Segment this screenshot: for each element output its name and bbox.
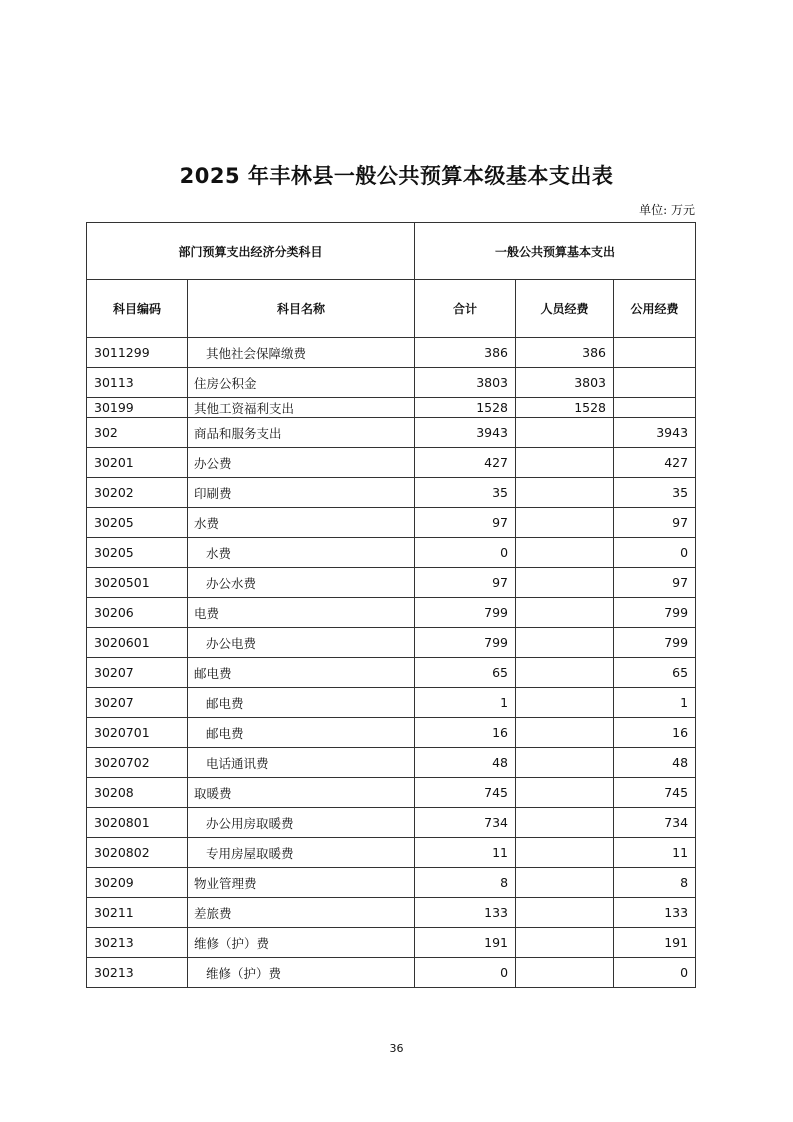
header-group-right: 一般公共预算基本支出 <box>415 223 696 280</box>
cell-public: 0 <box>614 958 696 988</box>
unit-label: 单位: 万元 <box>639 203 695 217</box>
cell-personnel <box>516 508 614 538</box>
cell-public: 8 <box>614 868 696 898</box>
cell-name: 物业管理费 <box>188 868 415 898</box>
table-row <box>87 838 696 868</box>
cell-code: 30213 <box>87 958 188 988</box>
table-row <box>87 418 696 448</box>
cell-name: 办公电费 <box>188 628 415 658</box>
cell-total: 799 <box>415 598 516 628</box>
cell-code: 30206 <box>87 598 188 628</box>
table-row <box>87 508 696 538</box>
cell-total: 799 <box>415 628 516 658</box>
table-row <box>87 628 696 658</box>
cell-personnel: 1528 <box>516 398 614 418</box>
header-public: 公用经费 <box>614 280 696 338</box>
cell-personnel <box>516 538 614 568</box>
table-row <box>87 898 696 928</box>
table-row <box>87 568 696 598</box>
cell-public: 427 <box>614 448 696 478</box>
header-group-row <box>87 223 696 280</box>
header-group-left: 部门预算支出经济分类科目 <box>87 223 415 280</box>
cell-public: 1 <box>614 688 696 718</box>
cell-name: 取暖费 <box>188 778 415 808</box>
cell-public: 48 <box>614 748 696 778</box>
cell-code: 302 <box>87 418 188 448</box>
cell-total: 65 <box>415 658 516 688</box>
table-row <box>87 958 696 988</box>
cell-total: 386 <box>415 338 516 368</box>
cell-name: 邮电费 <box>188 718 415 748</box>
cell-total: 1 <box>415 688 516 718</box>
cell-public: 35 <box>614 478 696 508</box>
cell-name: 差旅费 <box>188 898 415 928</box>
cell-code: 30199 <box>87 398 188 418</box>
cell-total: 133 <box>415 898 516 928</box>
page-title: 2025 年丰林县一般公共预算本级基本支出表 <box>179 164 614 188</box>
cell-code: 30207 <box>87 688 188 718</box>
cell-code: 30213 <box>87 928 188 958</box>
cell-code: 30208 <box>87 778 188 808</box>
header-personnel: 人员经费 <box>516 280 614 338</box>
table-row <box>87 478 696 508</box>
cell-name: 电费 <box>188 598 415 628</box>
table-row <box>87 598 696 628</box>
cell-name: 专用房屋取暖费 <box>188 838 415 868</box>
cell-code: 30205 <box>87 508 188 538</box>
cell-personnel <box>516 448 614 478</box>
cell-personnel: 386 <box>516 338 614 368</box>
cell-name: 邮电费 <box>188 688 415 718</box>
page-number: 36 <box>389 1042 404 1055</box>
cell-personnel <box>516 628 614 658</box>
cell-personnel <box>516 868 614 898</box>
cell-code: 30205 <box>87 538 188 568</box>
table-row <box>87 398 696 418</box>
cell-total: 97 <box>415 508 516 538</box>
cell-total: 16 <box>415 718 516 748</box>
cell-personnel <box>516 568 614 598</box>
cell-public: 734 <box>614 808 696 838</box>
cell-total: 11 <box>415 838 516 868</box>
cell-public: 745 <box>614 778 696 808</box>
cell-code: 30113 <box>87 368 188 398</box>
cell-public <box>614 338 696 368</box>
cell-public: 11 <box>614 838 696 868</box>
cell-total: 0 <box>415 538 516 568</box>
table-row <box>87 868 696 898</box>
cell-name: 商品和服务支出 <box>188 418 415 448</box>
table-row <box>87 688 696 718</box>
cell-name: 办公水费 <box>188 568 415 598</box>
cell-public: 65 <box>614 658 696 688</box>
cell-public <box>614 398 696 418</box>
cell-public: 133 <box>614 898 696 928</box>
cell-name: 邮电费 <box>188 658 415 688</box>
cell-total: 35 <box>415 478 516 508</box>
cell-code: 3020701 <box>87 718 188 748</box>
cell-code: 30209 <box>87 868 188 898</box>
table-row <box>87 368 696 398</box>
budget-table <box>86 222 696 988</box>
table-row <box>87 658 696 688</box>
cell-name: 电话通讯费 <box>188 748 415 778</box>
table-body <box>87 338 696 988</box>
cell-total: 3803 <box>415 368 516 398</box>
cell-name: 其他社会保障缴费 <box>188 338 415 368</box>
cell-total: 427 <box>415 448 516 478</box>
cell-name: 住房公积金 <box>188 368 415 398</box>
table-row <box>87 748 696 778</box>
cell-name: 其他工资福利支出 <box>188 398 415 418</box>
cell-public: 799 <box>614 598 696 628</box>
cell-personnel <box>516 748 614 778</box>
cell-code: 30201 <box>87 448 188 478</box>
cell-total: 8 <box>415 868 516 898</box>
header-code: 科目编码 <box>87 280 188 338</box>
table-row <box>87 928 696 958</box>
table-row <box>87 448 696 478</box>
cell-personnel <box>516 808 614 838</box>
cell-name: 水费 <box>188 538 415 568</box>
cell-code: 3020601 <box>87 628 188 658</box>
cell-code: 3020702 <box>87 748 188 778</box>
cell-personnel <box>516 478 614 508</box>
table-row <box>87 778 696 808</box>
cell-personnel <box>516 838 614 868</box>
cell-personnel <box>516 958 614 988</box>
table-row <box>87 338 696 368</box>
cell-personnel <box>516 718 614 748</box>
cell-code: 3020501 <box>87 568 188 598</box>
cell-total: 0 <box>415 958 516 988</box>
table-row <box>87 718 696 748</box>
cell-name: 维修（护）费 <box>188 928 415 958</box>
cell-public: 97 <box>614 508 696 538</box>
cell-name: 办公用房取暖费 <box>188 808 415 838</box>
cell-public: 97 <box>614 568 696 598</box>
header-column-row <box>87 280 696 338</box>
header-total: 合计 <box>415 280 516 338</box>
cell-personnel <box>516 778 614 808</box>
cell-total: 745 <box>415 778 516 808</box>
cell-personnel <box>516 658 614 688</box>
cell-personnel: 3803 <box>516 368 614 398</box>
cell-code: 30202 <box>87 478 188 508</box>
cell-public: 799 <box>614 628 696 658</box>
cell-total: 48 <box>415 748 516 778</box>
cell-code: 30207 <box>87 658 188 688</box>
cell-total: 3943 <box>415 418 516 448</box>
cell-public <box>614 368 696 398</box>
cell-personnel <box>516 898 614 928</box>
cell-name: 印刷费 <box>188 478 415 508</box>
cell-total: 734 <box>415 808 516 838</box>
cell-total: 191 <box>415 928 516 958</box>
cell-code: 3020801 <box>87 808 188 838</box>
cell-name: 办公费 <box>188 448 415 478</box>
cell-name: 水费 <box>188 508 415 538</box>
cell-total: 97 <box>415 568 516 598</box>
table-row <box>87 808 696 838</box>
cell-code: 3020802 <box>87 838 188 868</box>
header-name: 科目名称 <box>188 280 415 338</box>
cell-name: 维修（护）费 <box>188 958 415 988</box>
cell-public: 191 <box>614 928 696 958</box>
cell-code: 3011299 <box>87 338 188 368</box>
cell-public: 3943 <box>614 418 696 448</box>
table-row <box>87 538 696 568</box>
cell-personnel <box>516 418 614 448</box>
cell-personnel <box>516 928 614 958</box>
cell-personnel <box>516 688 614 718</box>
cell-public: 16 <box>614 718 696 748</box>
cell-public: 0 <box>614 538 696 568</box>
cell-personnel <box>516 598 614 628</box>
cell-code: 30211 <box>87 898 188 928</box>
cell-total: 1528 <box>415 398 516 418</box>
